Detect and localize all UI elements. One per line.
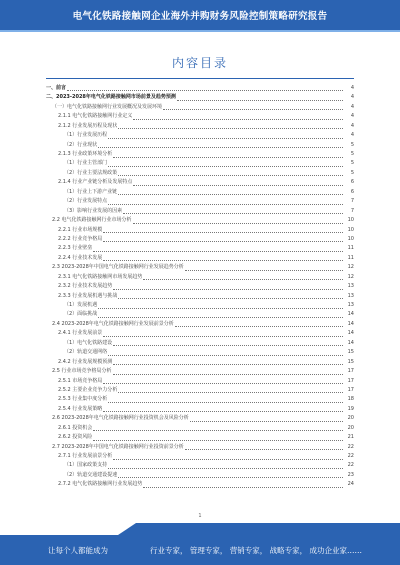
toc-entry-title: 2.6.2 投资风险 bbox=[58, 434, 93, 441]
toc-entry-title: 2.4.1 行业发展前景 bbox=[58, 330, 103, 337]
toc-entry-title: 2.5.1 市场竞争格局 bbox=[58, 377, 103, 384]
toc-entry-page: 11 bbox=[347, 254, 354, 261]
toc-dot-leader bbox=[118, 391, 343, 393]
toc-entry[interactable] bbox=[46, 226, 354, 235]
toc-entry-title: （3）影响行业发展的因素 bbox=[64, 207, 123, 214]
toc-dot-leader bbox=[108, 203, 343, 205]
toc-entry[interactable] bbox=[46, 320, 354, 329]
toc-dot-leader bbox=[143, 486, 343, 488]
toc-dot-leader bbox=[103, 410, 343, 412]
toc-dot-leader bbox=[143, 278, 343, 280]
toc-entry-page: 15 bbox=[347, 349, 354, 356]
toc-entry[interactable] bbox=[46, 405, 354, 414]
toc-dot-leader bbox=[103, 231, 343, 233]
toc-entry-page: 10 bbox=[347, 226, 354, 233]
toc-dot-leader bbox=[98, 146, 343, 148]
toc-entry-page: 10 bbox=[347, 235, 354, 242]
toc-entry[interactable] bbox=[46, 462, 354, 471]
toc-entry-title: 2.2 电气化铁路接触网行业市场分析 bbox=[52, 217, 132, 224]
toc-entry[interactable] bbox=[46, 207, 354, 216]
toc-entry-title: 2.2.4 行业技术发展 bbox=[58, 254, 103, 261]
toc-dot-leader bbox=[103, 335, 343, 337]
toc-entry-page: 17 bbox=[347, 368, 354, 375]
toc-entry[interactable] bbox=[46, 443, 354, 452]
toc-entry-title: 2.3.2 行业技术发展趋势 bbox=[58, 283, 113, 290]
toc-entry-page: 7 bbox=[350, 198, 354, 205]
toc-entry-page: 15 bbox=[347, 358, 354, 365]
toc-entry-title: 2.6 2023-2028年电气化铁路接触网行业投资机会及风险分析 bbox=[52, 415, 189, 422]
toc-dot-leader bbox=[103, 382, 343, 384]
toc-entry-title: 2.2.3 行业壁垒 bbox=[58, 245, 93, 252]
toc-dot-leader bbox=[113, 373, 343, 375]
toc-entry-page: 5 bbox=[350, 160, 354, 167]
page-number: 1 bbox=[198, 513, 202, 519]
toc-entry[interactable] bbox=[46, 367, 354, 376]
toc-entry[interactable] bbox=[46, 254, 354, 263]
toc-dot-leader bbox=[108, 137, 343, 139]
toc-dot-leader bbox=[185, 269, 343, 271]
toc-entry-title: 2.7.1 行业发展前景分析 bbox=[58, 453, 113, 460]
toc-entry-page: 22 bbox=[347, 443, 354, 450]
toc-entry[interactable] bbox=[46, 452, 354, 461]
toc-entry-page: 5 bbox=[350, 169, 354, 176]
toc-entry-title: 2.5.4 行业发展策略 bbox=[58, 405, 103, 412]
toc-entry-page: 13 bbox=[347, 292, 354, 299]
toc-dot-leader bbox=[163, 108, 343, 110]
toc-entry[interactable] bbox=[46, 150, 354, 159]
toc-entry-title: （1）行业主管部门 bbox=[64, 160, 108, 167]
toc-entry-page: 20 bbox=[347, 424, 354, 431]
toc-entry-title: （2）轨道交通建设提速 bbox=[64, 471, 118, 478]
toc-entry[interactable] bbox=[46, 103, 354, 112]
toc-dot-leader bbox=[108, 401, 343, 403]
toc-entry[interactable] bbox=[46, 329, 354, 338]
toc-entry[interactable] bbox=[46, 263, 354, 272]
toc-entry[interactable] bbox=[46, 282, 354, 291]
toc-entry-page: 12 bbox=[347, 264, 354, 271]
toc-entry-title: 2.4 2023-2028年电气化铁路接触网行业发展前景分析 bbox=[52, 320, 174, 327]
toc-entry-title: （1）发展机遇 bbox=[64, 302, 98, 309]
toc-dot-leader bbox=[133, 184, 343, 186]
toc-entry-page: 14 bbox=[347, 311, 354, 318]
toc-entry[interactable] bbox=[46, 197, 354, 206]
toc-dot-leader bbox=[108, 165, 343, 167]
toc-dot-leader bbox=[108, 354, 343, 356]
footer-slogan-right: 行业专家， 管理专家， 营销专家， 战略专家， 成功企业家…… bbox=[150, 546, 363, 555]
toc-entry[interactable] bbox=[46, 377, 354, 386]
toc-entry-page: 5 bbox=[350, 141, 354, 148]
toc-dot-leader bbox=[113, 344, 343, 346]
footer-ribbon bbox=[136, 523, 400, 535]
toc-entry[interactable] bbox=[46, 471, 354, 480]
toc-dot-leader bbox=[133, 118, 343, 120]
toc-entry-page: 6 bbox=[350, 188, 354, 195]
toc-dot-leader bbox=[108, 467, 343, 469]
toc-dot-leader bbox=[123, 212, 343, 214]
toc-entry[interactable] bbox=[46, 311, 354, 320]
toc-dot-leader bbox=[118, 174, 343, 176]
toc-entry-page: 10 bbox=[347, 217, 354, 224]
toc-entry-page: 14 bbox=[347, 320, 354, 327]
toc-entry[interactable] bbox=[46, 122, 354, 131]
toc-entry[interactable] bbox=[46, 160, 354, 169]
toc-entry-title: （1）国家政策支持 bbox=[64, 462, 108, 469]
footer-ribbon-corner bbox=[118, 523, 136, 535]
toc-entry-page: 6 bbox=[350, 179, 354, 186]
toc-entry-title: 2.7 2023-2028年中国电气化铁路接触网行业投资前景分析 bbox=[52, 443, 184, 450]
toc-entry[interactable] bbox=[46, 358, 354, 367]
toc-dot-leader bbox=[175, 325, 343, 327]
toc-dot-leader bbox=[118, 297, 343, 299]
toc-dot-leader bbox=[190, 420, 343, 422]
toc-entry-title: 2.1.2 行业发展历程及现状 bbox=[58, 122, 118, 129]
toc-entry[interactable] bbox=[46, 169, 354, 178]
toc-entry-page: 22 bbox=[347, 462, 354, 469]
toc-entry-title: 2.3.3 行业发展机遇与挑战 bbox=[58, 292, 118, 299]
toc-entry-page: 4 bbox=[350, 122, 354, 129]
toc-entry-title: 2.3 2023-2028年中国电气化铁路接触网行业发展趋势分析 bbox=[52, 264, 184, 271]
toc-entry-title: 2.1.3 行业政策环境分析 bbox=[58, 151, 113, 158]
toc-entry-page: 23 bbox=[347, 471, 354, 478]
toc-entry[interactable] bbox=[46, 339, 354, 348]
toc-dot-leader bbox=[133, 222, 343, 224]
toc-entry[interactable] bbox=[46, 292, 354, 301]
toc-entry-page: 4 bbox=[350, 94, 354, 101]
toc-entry[interactable] bbox=[46, 93, 354, 102]
toc-entry[interactable] bbox=[46, 348, 354, 357]
report-header bbox=[0, 0, 400, 30]
toc-entry-title: （1）行业上下游产业链 bbox=[64, 188, 118, 195]
toc-dot-leader bbox=[93, 250, 343, 252]
toc-entry[interactable] bbox=[46, 84, 354, 93]
toc-dot-leader bbox=[118, 476, 343, 478]
toc-dot-leader bbox=[98, 316, 343, 318]
toc-entry-title: （2）轨道交通网络 bbox=[64, 349, 108, 356]
toc-entry-page: 17 bbox=[347, 386, 354, 393]
toc-entry[interactable] bbox=[46, 301, 354, 310]
toc-entry[interactable] bbox=[46, 414, 354, 423]
toc-entry-title: 2.1.4 行业产业链分析及发展特点 bbox=[58, 179, 133, 186]
toc-entry-title: 2.6.1 投资机会 bbox=[58, 424, 93, 431]
toc-entry-title: 二、2023-2028年电气化铁路接触网市场前景及趋势预测 bbox=[46, 94, 176, 101]
toc-entry[interactable] bbox=[46, 424, 354, 433]
toc-entry-title: 2.4.2 行业发展规模预测 bbox=[58, 358, 113, 365]
toc-dot-leader bbox=[93, 429, 343, 431]
toc-dot-leader bbox=[93, 439, 343, 441]
toc-entry-page: 4 bbox=[350, 84, 354, 91]
toc-entry-page: 17 bbox=[347, 377, 354, 384]
toc-dot-leader bbox=[103, 259, 343, 261]
toc-entry-page: 24 bbox=[347, 481, 354, 488]
toc-entry-page: 14 bbox=[347, 330, 354, 337]
toc-dot-leader bbox=[103, 240, 343, 242]
toc-entry[interactable] bbox=[46, 433, 354, 442]
toc-entry-title: 2.5.3 行业集中度分析 bbox=[58, 396, 108, 403]
toc-entry-title: 2.2.1 行业市场规模 bbox=[58, 226, 103, 233]
toc-entry-title: （1）电气化铁路建设 bbox=[64, 339, 113, 346]
toc-entry-page: 4 bbox=[350, 113, 354, 120]
toc-entry-title: 2.2.2 行业竞争格局 bbox=[58, 235, 103, 242]
toc-entry-page: 5 bbox=[350, 151, 354, 158]
footer-slogan-left: 让每个人都能成为 bbox=[48, 546, 108, 555]
toc-entry[interactable] bbox=[46, 386, 354, 395]
toc-entry-title: 2.7.2 电气化铁路接触网行业发展趋势 bbox=[58, 481, 143, 488]
toc-entry-page: 21 bbox=[347, 434, 354, 441]
toc-entry-title: （1）行业发展历程 bbox=[64, 132, 108, 139]
toc-entry[interactable] bbox=[46, 188, 354, 197]
toc-entry[interactable] bbox=[46, 395, 354, 404]
toc-dot-leader bbox=[113, 363, 343, 365]
toc-entry-page: 4 bbox=[350, 103, 354, 110]
toc-entry-title: 2.5.2 主要企业竞争力分析 bbox=[58, 386, 118, 393]
toc-heading: 内容目录 bbox=[171, 56, 228, 70]
toc-entry-title: （2）面临挑战 bbox=[64, 311, 98, 318]
toc-entry[interactable] bbox=[46, 112, 354, 121]
toc-entry-page: 13 bbox=[347, 283, 354, 290]
toc-entry-title: 2.5 行业市场竞争格局分析 bbox=[52, 368, 112, 375]
toc-entry-page: 14 bbox=[347, 339, 354, 346]
toc-entry-title: 一、前言 bbox=[46, 84, 67, 91]
toc-entry[interactable] bbox=[46, 480, 354, 489]
toc-entry-title: 2.3.1 电气化铁路接触网市场发展趋势 bbox=[58, 273, 143, 280]
toc-entry-page: 11 bbox=[347, 245, 354, 252]
toc-entry-page: 12 bbox=[347, 273, 354, 280]
toc-entry-page: 7 bbox=[350, 207, 354, 214]
toc-entry-title: 2.1.1 电气化铁路接触网行业定义 bbox=[58, 113, 133, 120]
toc-dot-leader bbox=[185, 448, 343, 450]
toc-entry[interactable] bbox=[46, 131, 354, 140]
toc-entry[interactable] bbox=[46, 235, 354, 244]
toc-entry[interactable] bbox=[46, 244, 354, 253]
toc-dot-leader bbox=[67, 89, 343, 91]
toc-dot-leader bbox=[177, 99, 343, 101]
toc-entry-title: （2）行业主要法规政策 bbox=[64, 169, 118, 176]
toc-dot-leader bbox=[118, 127, 343, 129]
toc-dot-leader bbox=[113, 156, 343, 158]
toc-entry-page: 20 bbox=[347, 415, 354, 422]
toc-entry-title: （2）行业现状 bbox=[64, 141, 98, 148]
toc-entry[interactable] bbox=[46, 273, 354, 282]
toc-entry[interactable] bbox=[46, 141, 354, 150]
toc-entry[interactable] bbox=[46, 178, 354, 187]
toc-entry[interactable] bbox=[46, 216, 354, 225]
toc-entry-page: 22 bbox=[347, 453, 354, 460]
header-divider bbox=[0, 30, 400, 32]
toc-dot-leader bbox=[113, 458, 343, 460]
toc-entry-page: 19 bbox=[347, 405, 354, 412]
toc-entry-title: （2）行业发展特点 bbox=[64, 198, 108, 205]
toc-entry-title: （一）电气化铁路接触网行业发展概况及发展环境 bbox=[52, 103, 163, 110]
toc-dot-leader bbox=[118, 193, 343, 195]
toc-heading-rule bbox=[46, 78, 354, 79]
toc-dot-leader bbox=[113, 288, 343, 290]
toc-entry-page: 13 bbox=[347, 302, 354, 309]
toc-entry-page: 18 bbox=[347, 396, 354, 403]
report-title: 电气化铁路接触网企业海外并购财务风险控制策略研究报告 bbox=[72, 11, 328, 22]
toc-dot-leader bbox=[98, 307, 343, 309]
table-of-contents bbox=[46, 84, 354, 490]
toc-entry-page: 4 bbox=[350, 132, 354, 139]
